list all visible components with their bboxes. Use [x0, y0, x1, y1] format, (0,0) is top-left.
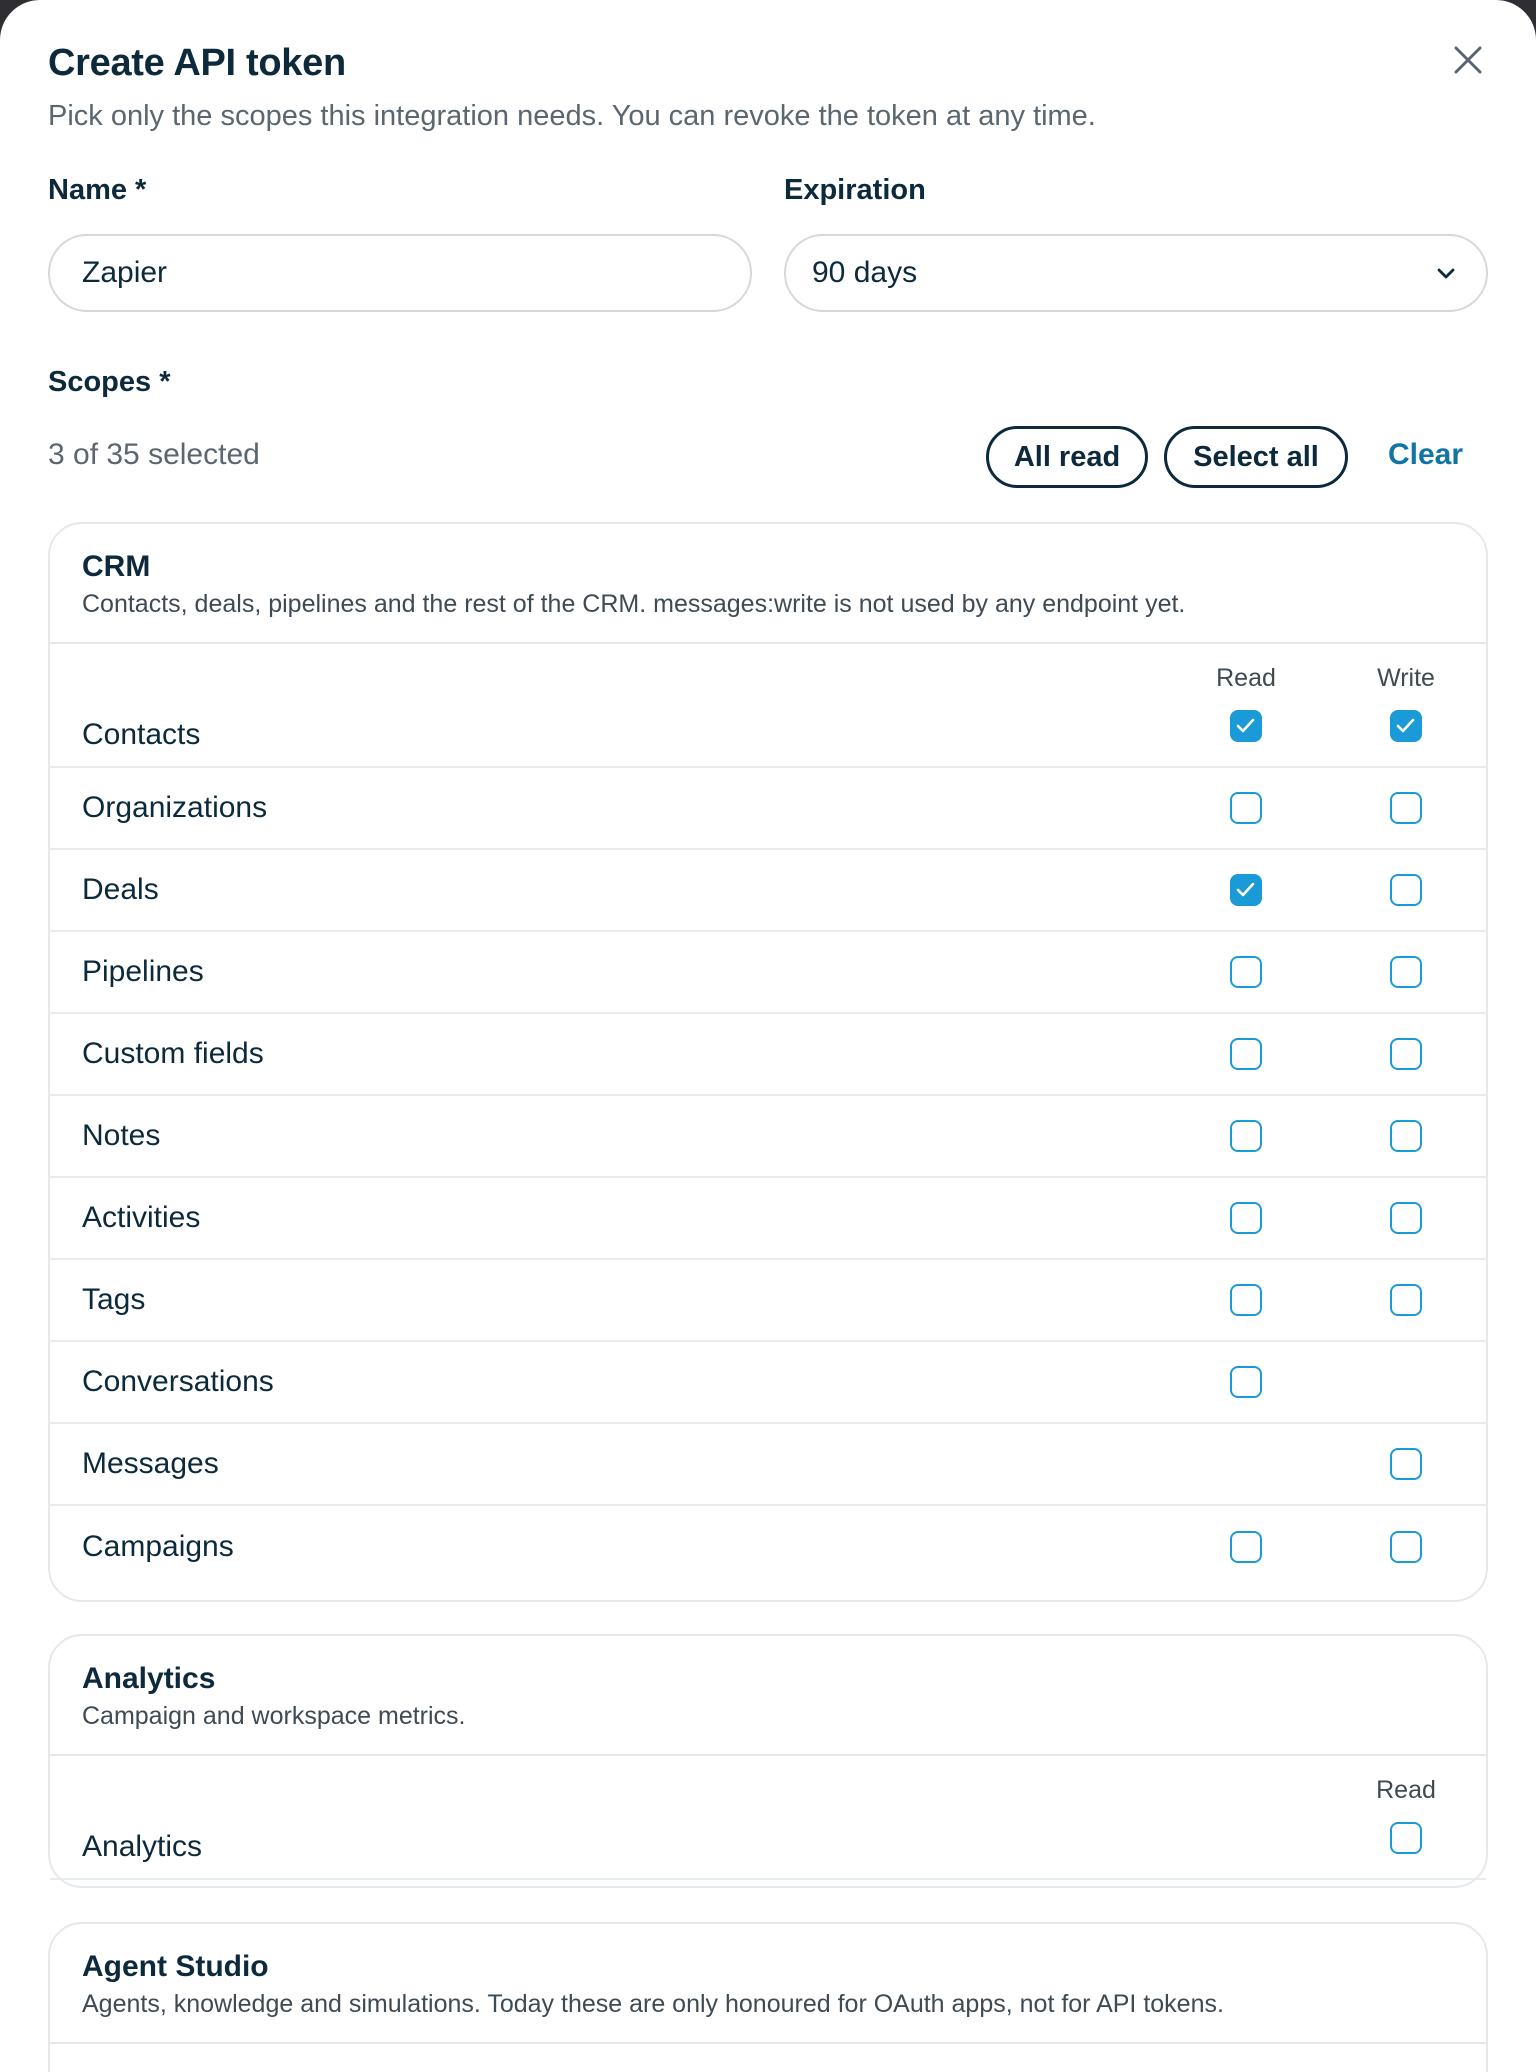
column-headers — [50, 644, 1486, 696]
scope-row — [50, 1808, 1486, 1880]
section-description: Contacts, deals, pipelines and the rest of the CRM. messages:write is not used by any endpoint yet. — [82, 590, 1186, 618]
scope-read-checkbox[interactable] — [1230, 1531, 1262, 1563]
expiration-select[interactable] — [784, 234, 1488, 312]
close-button[interactable] — [1450, 42, 1486, 78]
scope-row — [50, 1260, 1486, 1342]
scope-label: Messages — [82, 1447, 219, 1480]
name-input[interactable] — [48, 234, 752, 312]
scope-row — [50, 696, 1486, 768]
scope-write-checkbox[interactable] — [1390, 710, 1422, 742]
scope-label: Analytics — [82, 1830, 203, 1863]
dialog-subtitle: Pick only the scopes this integration needs. You can revoke the token at any time. — [48, 100, 1096, 132]
check-icon — [1232, 712, 1259, 739]
scope-row — [50, 1424, 1486, 1506]
scope-label: Activities — [82, 1201, 201, 1234]
section-analytics — [48, 1634, 1488, 1888]
scope-write-checkbox[interactable] — [1390, 792, 1422, 824]
name-label: Name * — [48, 174, 147, 206]
scope-read-checkbox[interactable] — [1230, 1202, 1262, 1234]
clear-link[interactable]: Clear — [1388, 438, 1464, 471]
scope-label: Tags — [82, 1283, 146, 1316]
column-header-read: Read — [1216, 664, 1276, 692]
scope-rows — [50, 1808, 1486, 1880]
section-header — [50, 1636, 1486, 1756]
select-all-button[interactable]: Select all — [1164, 426, 1348, 488]
scope-write-checkbox[interactable] — [1390, 874, 1422, 906]
scope-read-checkbox[interactable] — [1230, 792, 1262, 824]
scope-read-checkbox[interactable] — [1230, 1038, 1262, 1070]
selected-count: 3 of 35 selected — [48, 438, 260, 471]
section-description: Campaign and workspace metrics. — [82, 1702, 466, 1730]
scope-row — [50, 1178, 1486, 1260]
scope-read-checkbox[interactable] — [1230, 874, 1262, 906]
section-crm — [48, 522, 1488, 1602]
scope-label: Deals — [82, 873, 159, 906]
scope-label: Pipelines — [82, 955, 204, 988]
expiration-value: 90 days — [812, 256, 918, 289]
scope-label: Campaigns — [82, 1530, 234, 1563]
scope-row — [50, 932, 1486, 1014]
expiration-label: Expiration — [784, 174, 926, 206]
scope-write-checkbox[interactable] — [1390, 1120, 1422, 1152]
scope-rows — [50, 696, 1486, 1588]
scope-label: Conversations — [82, 1365, 274, 1398]
scope-row — [50, 1342, 1486, 1424]
section-description: Agents, knowledge and simulations. Today these are only honoured for OAuth apps, not for API tokens. — [82, 1990, 1224, 2018]
column-header-read: Read — [1376, 1776, 1436, 1804]
scope-write-checkbox[interactable] — [1390, 1202, 1422, 1234]
section-title: Analytics — [82, 1662, 216, 1695]
scope-label: Contacts — [82, 718, 201, 751]
scope-row — [50, 1096, 1486, 1178]
scope-row — [50, 1506, 1486, 1588]
scope-read-checkbox[interactable] — [1230, 1366, 1262, 1398]
scope-row — [50, 850, 1486, 932]
section-title: Agent Studio — [82, 1950, 269, 1983]
section-header — [50, 524, 1486, 644]
scope-write-checkbox[interactable] — [1390, 1038, 1422, 1070]
section-header — [50, 1924, 1486, 2044]
scope-write-checkbox[interactable] — [1390, 1284, 1422, 1316]
scope-write-checkbox[interactable] — [1390, 956, 1422, 988]
column-header-write: Write — [1377, 664, 1435, 692]
scope-read-checkbox[interactable] — [1390, 1822, 1422, 1854]
close-icon — [1450, 42, 1486, 78]
scope-write-checkbox[interactable] — [1390, 1531, 1422, 1563]
scope-label: Notes — [82, 1119, 161, 1152]
chevron-down-icon — [1432, 259, 1460, 287]
scope-label: Organizations — [82, 791, 268, 824]
check-icon — [1392, 712, 1419, 739]
dialog-title: Create API token — [48, 42, 346, 84]
scope-row — [50, 768, 1486, 850]
scopes-label: Scopes * — [48, 366, 171, 398]
scope-label: Custom fields — [82, 1037, 264, 1070]
scope-read-checkbox[interactable] — [1230, 956, 1262, 988]
scope-read-checkbox[interactable] — [1230, 1284, 1262, 1316]
scope-write-checkbox[interactable] — [1390, 1448, 1422, 1480]
scope-read-checkbox[interactable] — [1230, 710, 1262, 742]
all-read-button[interactable]: All read — [986, 426, 1148, 488]
scope-row — [50, 1014, 1486, 1096]
scope-read-checkbox[interactable] — [1230, 1120, 1262, 1152]
column-headers — [50, 1756, 1486, 1808]
section-agent-studio — [48, 1922, 1488, 2072]
section-title: CRM — [82, 550, 151, 583]
check-icon — [1232, 876, 1259, 903]
